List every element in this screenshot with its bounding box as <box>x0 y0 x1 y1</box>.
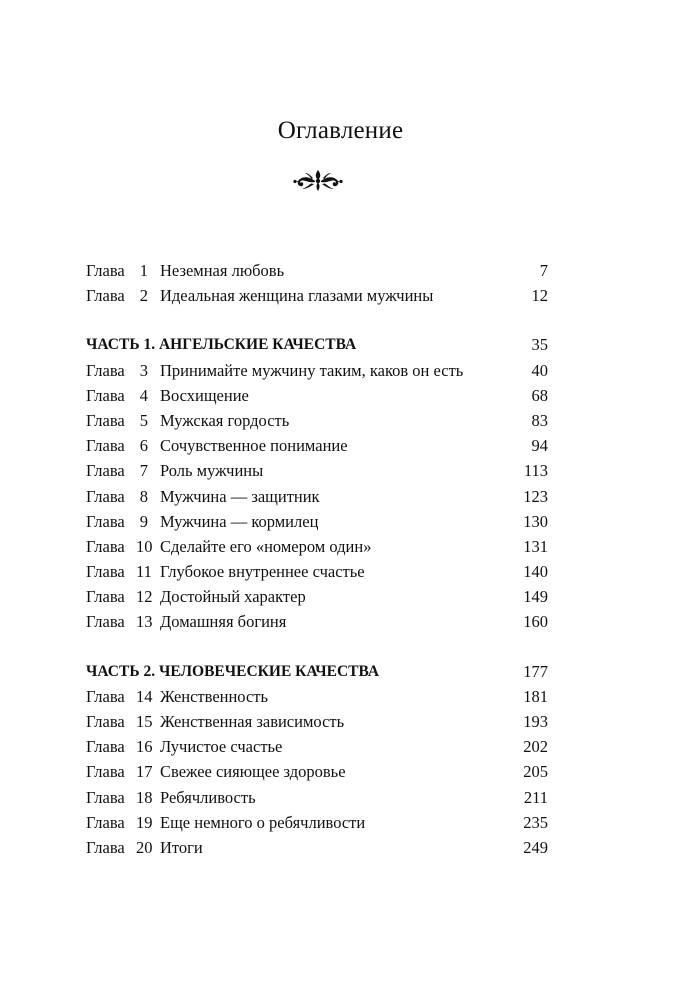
part-title: ЧАСТЬ 2. ЧЕЛОВЕЧЕСКИЕ КАЧЕСТВА <box>86 662 380 680</box>
page-number: 113 <box>523 461 548 481</box>
page-number: 94 <box>531 436 548 456</box>
page-number: 7 <box>539 261 548 280</box>
chapter-number: 9 <box>139 511 148 531</box>
toc-entry-chapter-2[interactable] <box>86 283 548 308</box>
toc-entry-chapter-20[interactable] <box>86 835 548 860</box>
chapter-label: Глава <box>86 612 125 632</box>
chapter-number: 4 <box>139 385 148 405</box>
page-number: 177 <box>523 661 548 681</box>
chapter-label: Глава <box>86 385 125 405</box>
chapter-number: 16 <box>136 737 153 757</box>
chapter-title: Ребячливость <box>160 787 256 807</box>
toc-entry-chapter-7[interactable] <box>86 458 548 483</box>
chapter-title: Идеальная женщина глазами мужчины <box>160 286 434 306</box>
chapter-title: Еще немного о ребячливости <box>160 812 366 832</box>
page-number: 123 <box>523 486 548 506</box>
chapter-title: Принимайте мужчину таким, каков он есть <box>160 360 464 380</box>
page-number: 160 <box>523 612 548 632</box>
fleuron-ornament-icon <box>291 166 345 196</box>
page-number: 35 <box>531 335 548 355</box>
chapter-title: Глубокое внутреннее счастье <box>160 562 365 582</box>
page-number: 211 <box>523 787 548 807</box>
chapter-label: Глава <box>86 762 125 782</box>
chapter-label: Глава <box>86 587 125 607</box>
chapter-label: Глава <box>86 436 125 456</box>
toc-entry-chapter-3[interactable] <box>86 358 548 383</box>
chapter-label: Глава <box>86 787 125 807</box>
toc-entry-chapter-17[interactable] <box>86 759 548 784</box>
toc-entry-part-1[interactable] <box>86 332 548 357</box>
section-spacer <box>86 308 548 332</box>
chapter-number: 2 <box>139 286 148 306</box>
page-number: 193 <box>523 712 548 731</box>
chapter-label: Глава <box>86 261 125 280</box>
chapter-number: 7 <box>139 461 148 481</box>
chapter-number: 10 <box>136 536 153 556</box>
table-of-contents <box>86 258 548 860</box>
section-spacer <box>86 635 548 659</box>
toc-entry-chapter-10[interactable] <box>86 534 548 559</box>
page-number: 130 <box>523 511 548 531</box>
chapter-title: Мужчина — кормилец <box>160 511 319 531</box>
chapter-title: Мужская гордость <box>160 410 290 430</box>
chapter-title: Свежее сияющее здоровье <box>160 762 346 782</box>
chapter-number: 18 <box>136 787 153 807</box>
page-number: 140 <box>523 562 548 582</box>
chapter-title: Женственность <box>160 686 269 706</box>
chapter-title: Мужчина — защитник <box>160 486 320 506</box>
toc-entry-chapter-8[interactable] <box>86 484 548 509</box>
toc-entry-chapter-13[interactable] <box>86 609 548 634</box>
chapter-number: 1 <box>139 261 148 280</box>
chapter-label: Глава <box>86 486 125 506</box>
chapter-number: 19 <box>136 812 153 832</box>
toc-entry-chapter-18[interactable] <box>86 785 548 810</box>
chapter-title: Лучистое счастье <box>160 737 283 757</box>
page-number: 202 <box>523 737 548 757</box>
chapter-title: Домашняя богиня <box>160 612 287 632</box>
chapter-number: 8 <box>139 486 148 506</box>
chapter-number: 15 <box>136 712 153 731</box>
chapter-number: 12 <box>136 587 153 607</box>
toc-entry-chapter-12[interactable] <box>86 584 548 609</box>
toc-entry-chapter-4[interactable] <box>86 383 548 408</box>
page-number: 83 <box>531 410 548 430</box>
chapter-label: Глава <box>86 812 125 832</box>
chapter-number: 3 <box>139 360 148 380</box>
chapter-number: 5 <box>139 410 148 430</box>
chapter-title: Женственная зависимость <box>160 712 345 731</box>
part-title: ЧАСТЬ 1. АНГЕЛЬСКИЕ КАЧЕСТВА <box>86 336 357 354</box>
toc-entry-chapter-5[interactable] <box>86 408 548 433</box>
chapter-title: Достойный характер <box>160 587 306 607</box>
toc-entry-chapter-16[interactable] <box>86 734 548 759</box>
chapter-label: Глава <box>86 686 125 706</box>
chapter-title: Сочувственное понимание <box>160 436 348 456</box>
page-title: Оглавление <box>277 117 404 144</box>
toc-entry-chapter-19[interactable] <box>86 810 548 835</box>
toc-entry-part-2[interactable] <box>86 659 548 684</box>
toc-entry-chapter-9[interactable] <box>86 509 548 534</box>
page-number: 40 <box>531 360 548 380</box>
toc-entry-chapter-14[interactable] <box>86 684 548 709</box>
chapter-label: Глава <box>86 562 125 582</box>
page-number: 12 <box>531 286 548 306</box>
chapter-title: Неземная любовь <box>160 261 285 280</box>
chapter-label: Глава <box>86 712 125 731</box>
page-number: 68 <box>531 385 548 405</box>
toc-entry-chapter-11[interactable] <box>86 559 548 584</box>
chapter-label: Глава <box>86 536 125 556</box>
chapter-number: 6 <box>139 436 148 456</box>
toc-entry-chapter-6[interactable] <box>86 433 548 458</box>
chapter-label: Глава <box>86 410 125 430</box>
page-number: 249 <box>523 837 548 857</box>
page-number: 149 <box>523 587 548 607</box>
chapter-label: Глава <box>86 737 125 757</box>
page-number: 181 <box>523 686 548 706</box>
toc-entry-chapter-1[interactable] <box>86 258 548 283</box>
page-number: 131 <box>523 536 548 556</box>
page-number: 235 <box>523 812 548 832</box>
chapter-title: Восхищение <box>160 385 249 405</box>
chapter-number: 20 <box>136 837 153 857</box>
chapter-number: 17 <box>136 762 153 782</box>
chapter-label: Глава <box>86 837 125 857</box>
chapter-label: Глава <box>86 511 125 531</box>
chapter-label: Глава <box>86 461 125 481</box>
toc-entry-chapter-15[interactable] <box>86 709 548 734</box>
chapter-number: 11 <box>136 562 152 582</box>
chapter-number: 13 <box>136 612 153 632</box>
chapter-title: Итоги <box>160 837 203 857</box>
chapter-title: Сделайте его «номером один» <box>160 536 372 556</box>
chapter-label: Глава <box>86 286 125 306</box>
chapter-title: Роль мужчины <box>160 461 264 481</box>
page-number: 205 <box>523 762 548 782</box>
chapter-label: Глава <box>86 360 125 380</box>
chapter-number: 14 <box>136 686 153 706</box>
